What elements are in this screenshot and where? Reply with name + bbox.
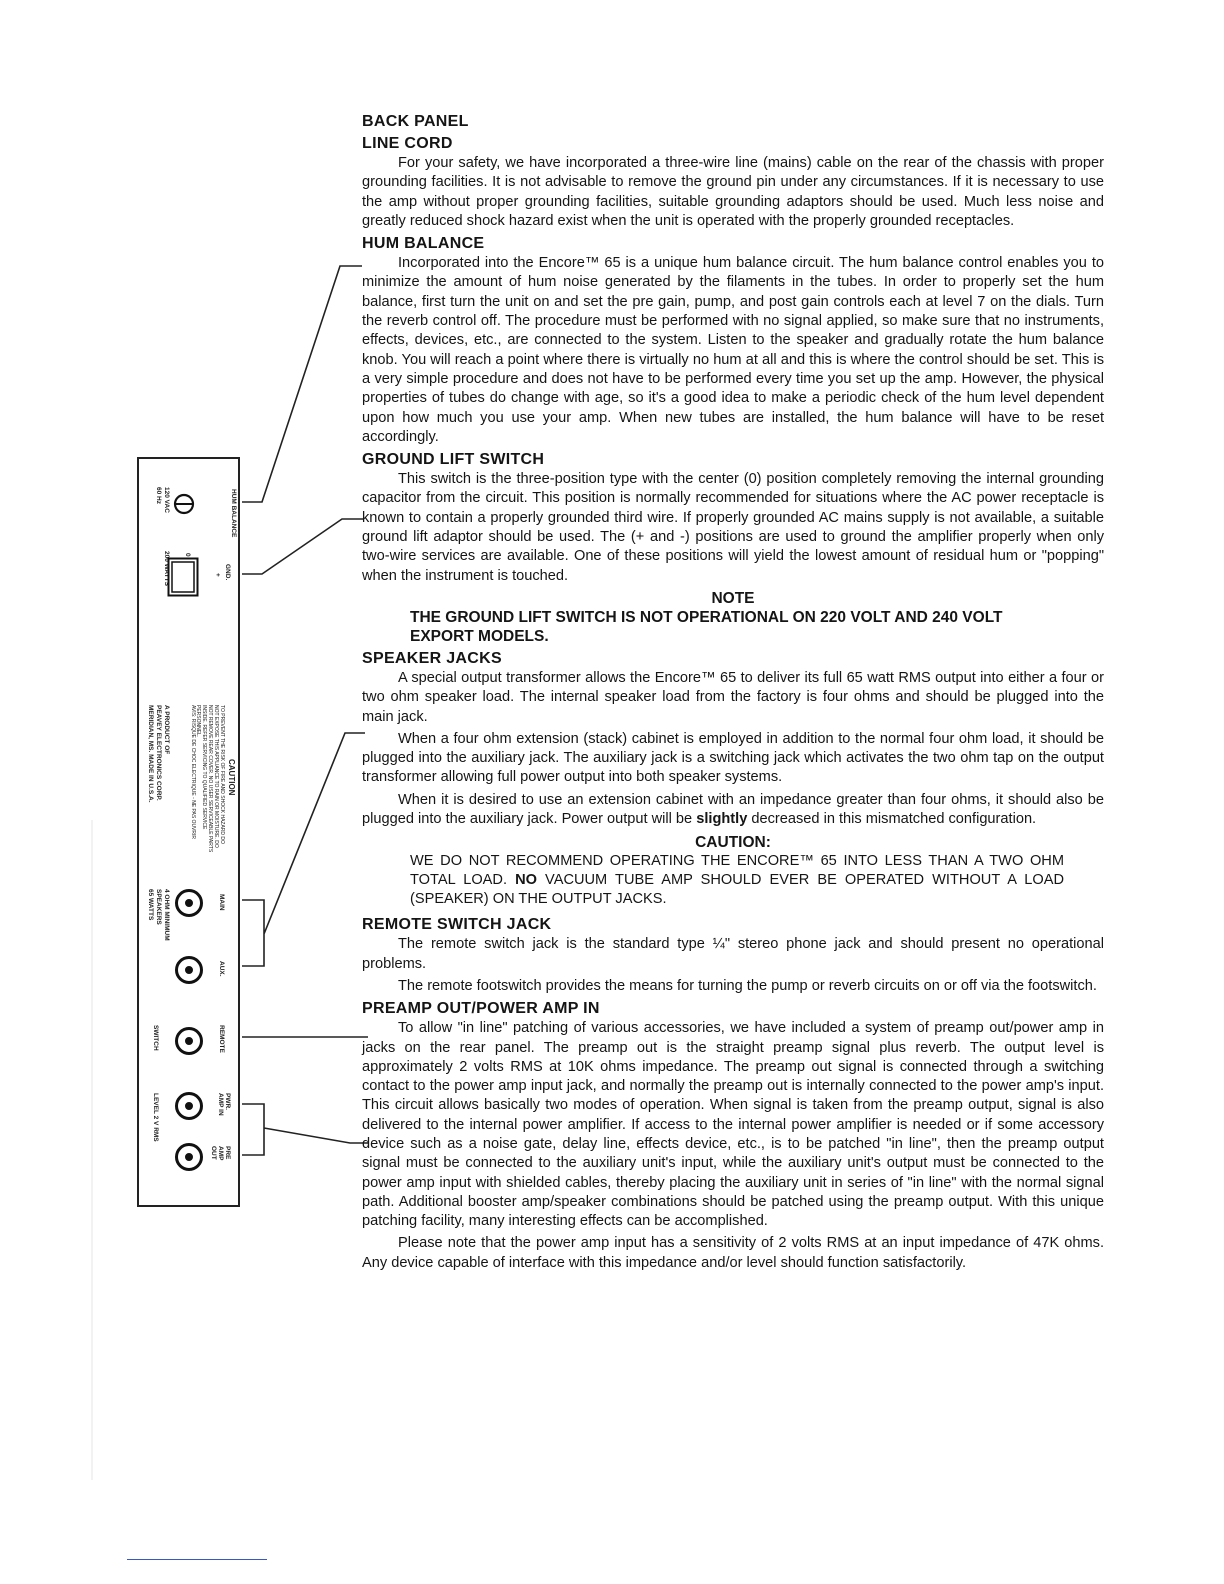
section-hum-balance	[362, 234, 1104, 447]
speaker-jacks-leader	[242, 733, 365, 966]
panel-aux-label: AUX.	[218, 961, 225, 977]
speaker-jacks-paragraph-3	[362, 791, 1104, 830]
panel-caution-title: CAUTION	[227, 759, 236, 796]
preamp-out-heading: PREAMP OUT/POWER AMP IN	[362, 1000, 600, 1018]
panel-avis-text: AVIS: RISQUE DE CHOC ELECTRIQUE - NE PAS OUVRIR	[190, 705, 196, 840]
panel-pwr-amp-in: PWR. AMP IN	[217, 1093, 231, 1116]
panel-ohm-min: 4 OHM MINIMUM	[163, 889, 170, 941]
panel-gnd-label: GND.	[224, 564, 231, 581]
note-text: THE GROUND LIFT SWITCH IS NOT OPERATIONAL ON 220 VOLT AND 240 VOLT EXPORT MODELS.	[410, 608, 1003, 646]
line-cord-paragraph: For your safety, we have incorporated a three-wire line (mains) cable on the rear of the chassis with proper grounding facilities. It is not advisable to remove the ground pin under any circumstances. If it is necessary to use the amp without proper grounding facilities, suitable grounding adaptors should be used. Much less noise and greatly reduced shock hazard exist when the unit is operated with the properly grounded receptacles.	[362, 155, 1104, 229]
section-remote-switch	[362, 915, 1104, 996]
remote-switch-paragraph-1: The remote switch jack is the standard type ¼" stereo phone jack and should present no operational problems.	[362, 936, 1104, 972]
panel-hz-label: 60 Hz	[155, 487, 162, 504]
aux-jack-icon	[175, 956, 203, 984]
section-speaker-jacks	[362, 649, 1104, 909]
main-jack-icon	[175, 889, 203, 917]
panel-hum-balance-label: HUM BALANCE	[230, 489, 237, 538]
panel-watts-label: 200 WATTS	[163, 551, 170, 586]
preamp-out-paragraph-1: To allow "in line" patching of various accessories, we have included a system of preamp out/power amp in jacks on the rear panel. The preamp out is the straight preamp signal plus reverb. The output level is approximately 2 volts RMS at 10K ohms impedance. The preamp out signal is connected through a switching contact to the power amp input jack, and normally the preamp out is internally connected to the power amp's input. This circuit allows basically two modes of operation. When signal is taken from the preamp output, signal is also delivered to the internal power amplifier. If access to the internal power amplifier is needed or if some accessory device such as a noise gate, delay line, effects device, etc., is to be patched "in line", then the preamp output signal must be connected to the auxiliary unit's input, while the auxiliary unit's output must be connected to the power amp input with shielded cables, thereby placing the auxiliary unit in series of "in line" with the normal signal path. Additional booster amp/speaker combinations should be patched using the preamp output. With this unique patching facility, many interesting effects can be accomplished.	[362, 1020, 1104, 1230]
panel-speakers: SPEAKERS	[155, 889, 162, 925]
panel-main-label: MAIN	[218, 894, 225, 911]
document-body	[362, 112, 1104, 1276]
speaker-jacks-heading: SPEAKER JACKS	[362, 649, 502, 667]
hum-balance-leader	[242, 266, 362, 502]
section-ground-lift	[362, 450, 1104, 647]
panel-location: MERIDIAN, MS. MADE IN U.S.A.	[147, 705, 154, 803]
back-panel-diagram	[137, 457, 240, 1207]
p3-after: decreased in this mismatched configuration.	[747, 811, 1037, 828]
page-title: BACK PANEL	[362, 113, 469, 130]
caution-before: WE DO NOT RECOMMEND OPERATING THE ENCORE™ 65 INTO LESS THAN A TWO OHM TOTAL LOAD.	[410, 853, 1064, 889]
p3-before: When it is desired to use an extension cabinet with an impedance greater than four ohms, it should also be plugged into the auxiliary jack. Power output will be	[362, 791, 1104, 828]
ground-lift-heading: GROUND LIFT SWITCH	[362, 451, 545, 469]
panel-switch-label: SWITCH	[152, 1025, 159, 1051]
panel-remote-label: REMOTE	[218, 1025, 225, 1053]
caution-heading: CAUTION:	[695, 834, 771, 852]
caution-after: VACUUM TUBE AMP SHOULD EVER BE OPERATED WITHOUT A LOAD (SPEAKER) ON THE OUTPUT JACKS.	[410, 872, 1064, 908]
caution-text	[410, 852, 1064, 909]
p3-bold: slightly	[696, 811, 748, 828]
ground-switch-icon	[167, 557, 199, 597]
ground-lift-leader	[242, 519, 364, 574]
panel-product-of: A PRODUCT OF	[163, 705, 170, 755]
panel-pre-amp-out: PRE AMP OUT	[210, 1146, 231, 1161]
power-amp-in-jack-icon	[175, 1092, 203, 1120]
line-cord-heading: LINE CORD	[362, 135, 453, 152]
footer-rule	[127, 1559, 267, 1560]
speaker-jacks-paragraph-2: When a four ohm extension (stack) cabinet is employed in addition to the normal four ohm load, it should be plugged into the auxiliary jack. The auxiliary jack is a switching jack which activates the two ohm tap on the output transformer allowing full power output into both speaker systems.	[362, 730, 1104, 786]
hum-balance-knob-icon	[173, 493, 195, 515]
section-preamp-out	[362, 999, 1104, 1273]
preamp-leader	[242, 1104, 368, 1155]
panel-gnd-zero: 0	[184, 553, 191, 557]
panel-voltage-label: 120 VAC	[163, 487, 170, 513]
caution-bold: NO	[515, 872, 537, 889]
section-line-cord	[362, 134, 1104, 231]
remote-switch-paragraph-2: The remote footswitch provides the means for turning the pump or reverb circuits on or off via the footswitch.	[398, 977, 1097, 994]
speaker-jacks-paragraph-1: A special output transformer allows the Encore™ 65 to deliver its full 65 watt RMS output into either a four or two ohm speaker load. The internal speaker load from the factory is four ohms and should be plugged into the main jack.	[362, 669, 1104, 725]
panel-speaker-watts: 65 WATTS	[147, 889, 154, 921]
panel-company: PEAVEY ELECTRONICS CORP.	[155, 705, 162, 801]
hum-balance-paragraph: Incorporated into the Encore™ 65 is a unique hum balance circuit. The hum balance control enables you to minimize the amount of hum noise generated by the filaments in the tubes. In order to properly set the hum balance, first turn the unit on and set the pre gain, pump, and post gain controls each at level 7 on the dials. Turn the reverb control off. The procedure must be performed with no signal applied, so make sure that no instruments, effects, devices, etc., are connected to the system. Listen to the speaker and gradually rotate the hum balance knob. You will reach a point where there is virtually no hum at all and this is where the control should be set. This is a very simple procedure and does not have to be performed every time you set up the amp. However, the physical properties of tubes do change with age, so it's a good idea to make a periodic check of the hum level dependent upon how much you use your amp. When new tubes are installed, the hum balance will have to be reset accordingly.	[362, 255, 1104, 445]
hum-balance-heading: HUM BALANCE	[362, 235, 485, 253]
preamp-out-jack-icon	[175, 1143, 203, 1171]
ground-lift-paragraph: This switch is the three-position type with the center (0) position completely removing the internal grounding capacitor from the circuit. This position is normally recommended for situations where the AC power receptacle is known to contain a properly grounded third wire. If properly grounded AC mains supply is not available, a suitable ground lift adaptor should be used. The (+ and -) positions are used to ground the amplifier properly when only two-wire services are available. One of these positions will yield the lowest amount of residual hum or "popping" when the instrument is touched.	[362, 471, 1104, 584]
note-heading: NOTE	[711, 589, 755, 607]
remote-switch-heading: REMOTE SWITCH JACK	[362, 916, 552, 934]
preamp-out-paragraph-2: Please note that the power amp input has a sensitivity of 2 volts RMS at an input impedance of 47K ohms. Any device capable of interface with this impedance and/or level should function satisfactorily.	[362, 1235, 1104, 1271]
remote-jack-icon	[175, 1027, 203, 1055]
panel-caution-text: TO PREVENT THE RISK OF FIRE AND SHOCK HAZARD DO NOT EXPOSE THIS APPLIANCE TO RAIN OR MOISTURE. DO NOT REMOVE REAR COVER. NO USER SERVICEABLE PARTS INSIDE. REFER SERVICING TO QUALIFIED SERVICE PERSONNEL.	[195, 705, 225, 853]
panel-level-label: LEVEL 2 V RMS	[152, 1093, 159, 1142]
panel-gnd-plus: +	[214, 573, 221, 577]
